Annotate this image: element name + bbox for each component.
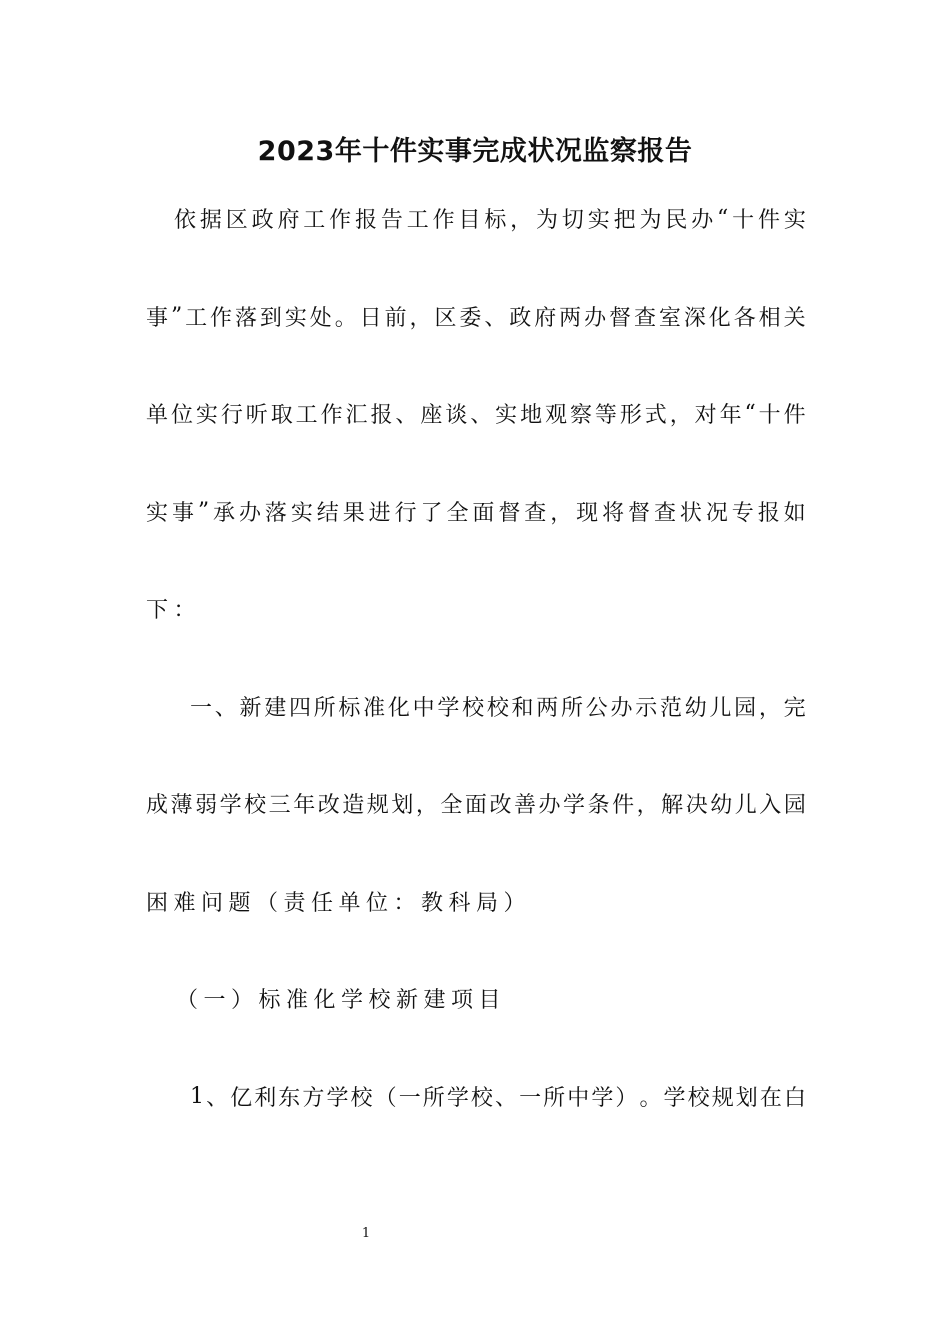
paragraph-line: 困难问题（责任单位：教科局） xyxy=(146,890,532,916)
paragraph-line: 成 薄 弱 学 校 三 年 改 造 规 划 ， 全 面 改 善 办 学 条 件 ， 解 决 幼 儿 入 园 xyxy=(146,793,806,819)
document-body xyxy=(146,170,806,1145)
section-heading: （一）标准化学校新建项目 xyxy=(176,988,507,1014)
paragraph-line: 一 、 新 建 四 所 标 准 化 中 学 校 校 和 两 所 公 办 示 范 幼 儿 园 ， 完 xyxy=(190,695,806,721)
page-number: 1 xyxy=(361,1226,371,1241)
paragraph-line: 依 据 区 政 府 工 作 报 告 工 作 目 标 ， 为 切 实 把 为 民 办 “ 十 件 实 xyxy=(174,206,806,234)
paragraph-line: 下： xyxy=(146,598,202,624)
paragraph-line: 单 位 实 行 听 取 工 作 汇 报 、 座 谈 、 实 地 观 察 等 形 式 ， 对 年 “ 十 件 xyxy=(146,401,806,429)
paragraph-line: 实 事 ” 承 办 落 实 结 果 进 行 了 全 面 督 查 ， 现 将 督 查 状 况 专 报 如 xyxy=(146,498,806,526)
paragraph-line: 事 ” 工 作 落 到 实 处 。 日 前 ， 区 委 、 政 府 两 办 督 查 室 深 化 各 相 关 xyxy=(146,303,806,331)
paragraph-line: 1 、 亿 利 东 方 学 校 （ 一 所 学 校 、 一 所 中 学 ） 。 学 校 规 划 在 白 xyxy=(190,1083,806,1111)
document-title: 2023年十件实事完成状况监察报告 xyxy=(257,136,693,167)
